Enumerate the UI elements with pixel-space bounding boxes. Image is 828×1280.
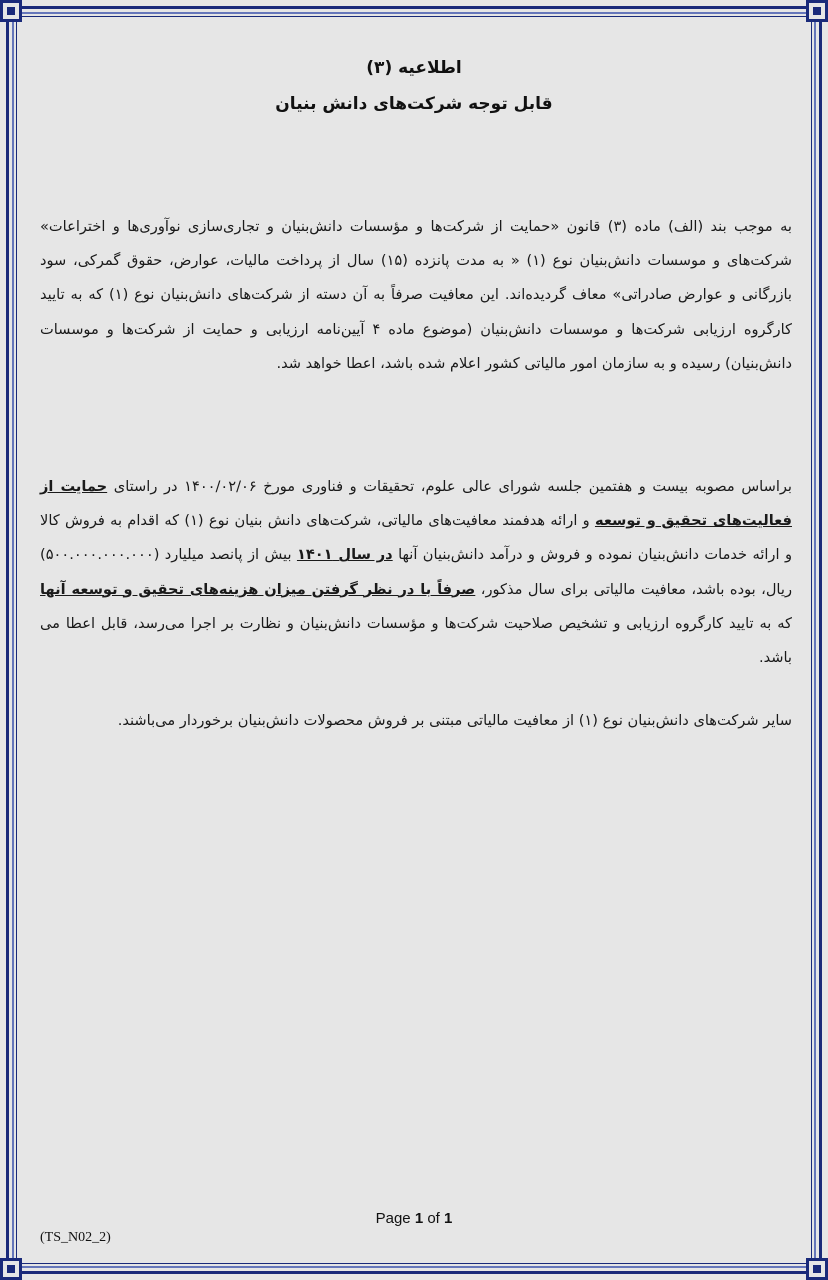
notice-title: اطلاعیه (۳) bbox=[366, 58, 462, 78]
emphasis-rnd-costs: صرفاً با در نظر گرفتن میزان هزینه‌های تحقیق و توسعه آنها bbox=[40, 580, 476, 598]
corner-ornament-top-left bbox=[0, 0, 22, 22]
emphasis-year-1401: در سال ۱۴۰۱ bbox=[296, 546, 393, 564]
paragraph-text: و ارائه هدفمند معافیت‌های مالیاتی، شرکت‌های دانش بنیان نوع (۱) که اقدام به فروش کالا و ارائه خدمات دانش‌بنیان نموده و فروش و درآمد دانش‌بنیان آنها bbox=[40, 512, 792, 564]
paragraph-text: که به تایید کارگروه ارزیابی و تشخیص صلاحیت شرکت‌ها و مؤسسات دانش‌بنیان و نظارت بر اجرا می‌رسد، قابل اعطا می باشد. bbox=[40, 614, 792, 667]
paragraph-other-companies: سایر شرکت‌های دانش‌بنیان نوع (۱) از معافیت مالیاتی مبتنی بر فروش محصولات دانش‌بنیان برخوردار می‌باشند. bbox=[117, 712, 792, 729]
corner-ornament-bottom-right bbox=[806, 1258, 828, 1280]
document-code: (TS_N02_2) bbox=[40, 1230, 111, 1245]
notice-subtitle: قابل توجه شرکت‌های دانش بنیان bbox=[275, 94, 553, 114]
page-of-word: of bbox=[427, 1210, 440, 1227]
paragraph-law-exemption: به موجب بند (الف) ماده (۳) قانون «حمایت از شرکت‌ها و مؤسسات دانش‌بنیان و تجاری‌سازی نوآوری‌ها و اختراعات» شرکت‌های و موسسات دانش‌بنیان نوع (۱) « به مدت پانزده (۱۵) سال از پرداخت مالیات، عوارض، حقوق گمرکی، سود بازرگانی و عوارض صادراتی» معاف گردیده‌اند. این معافیت صرفاً به آن دسته از شرکت‌های دانش‌بنیان نوع (۱) که به تایید کارگروه ارزیابی شرکت‌ها و موسسات دانش‌بنیان (موضوع ماده ۴ آیین‌نامه ارزیابی و حمایت از شرکت‌ها و موسسات دانش‌بنیان) رسیده و به سازمان امور مالیاتی کشور اعلام شده باشد، اعطا خواهد شد. bbox=[40, 218, 792, 372]
page-number bbox=[0, 1210, 828, 1227]
emphasis-rnd-support: حمایت از فعالیت‌های تحقیق و توسعه bbox=[40, 478, 792, 530]
corner-ornament-bottom-left bbox=[0, 1258, 22, 1280]
paragraph-text: براساس مصوبه بیست و هفتمین جلسه شورای عالی علوم، تحقیقات و فناوری مورخ ۱۴۰۰/۰۲/۰۶ در راستای bbox=[107, 478, 792, 495]
paragraph-text: بیش از پانصد میلیارد (۵۰۰.۰۰۰.۰۰۰.۰۰۰) ریال، بوده باشد، معافیت مالیاتی برای سال مذکور، bbox=[40, 546, 792, 598]
page-current: 1 bbox=[414, 1210, 424, 1227]
page-word: Page bbox=[375, 1210, 411, 1227]
corner-ornament-top-right bbox=[806, 0, 828, 22]
paragraph-council-resolution bbox=[40, 470, 792, 675]
page-total: 1 bbox=[444, 1210, 453, 1227]
